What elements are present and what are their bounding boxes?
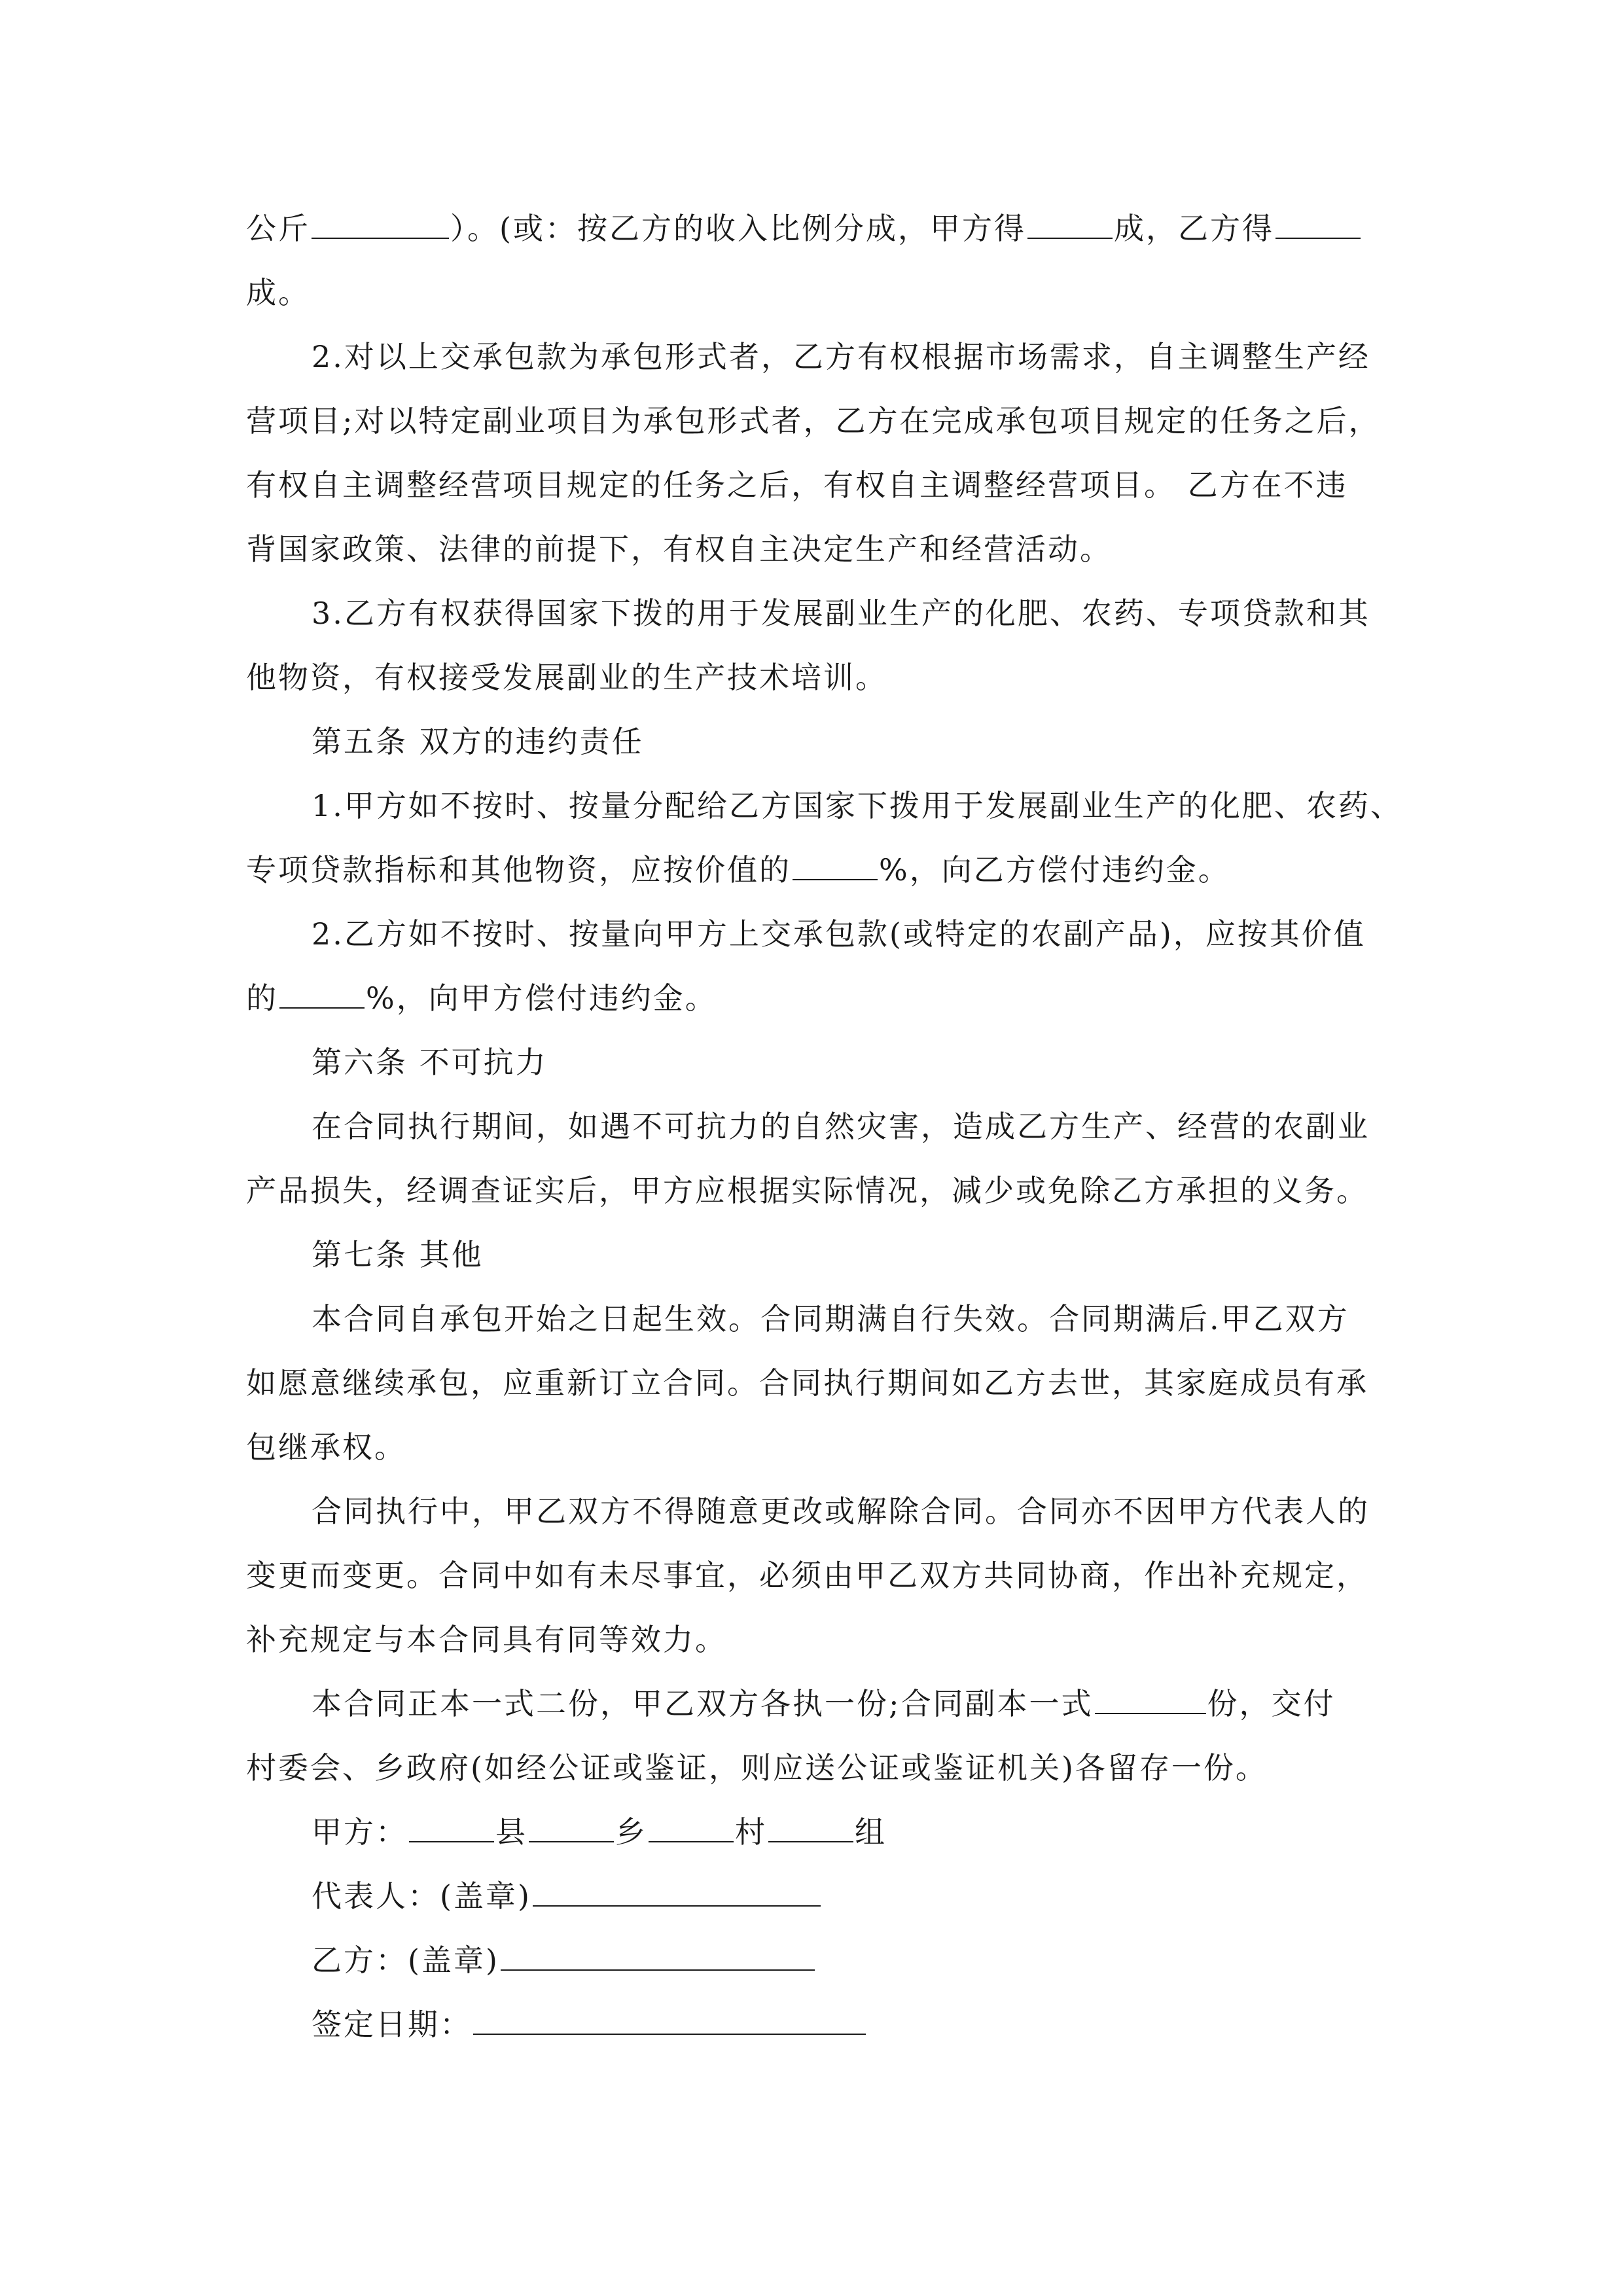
paragraph-line: 补充规定与本合同具有同等效力。 — [246, 1622, 727, 1657]
paragraph-line: 村委会、乡政府(如经公证或鉴证，则应送公证或鉴证机关)各留存一份。 — [246, 1750, 1268, 1785]
paragraph-line: 的 %，向甲方偿付违约金。 — [246, 980, 717, 1016]
paragraph-line: 产品损失，经调查证实后，甲方应根据实际情况，减少或免除乙方承担的义务。 — [246, 1173, 1368, 1208]
paragraph-line: 背国家政策、法律的前提下，有权自主决定生产和经营活动。 — [246, 531, 1112, 567]
paragraph-line: 1.甲方如不按时、按量分配给乙方国家下拨用于发展副业生产的化肥、农药、 — [312, 788, 1402, 823]
paragraph-line: 变更而变更。合同中如有未尽事宜，必须由甲乙双方共同协商，作出补充规定， — [246, 1558, 1368, 1593]
paragraph-line: 2.乙方如不按时、按量向甲方上交承包款(或特定的农副产品)，应按其价值 — [312, 916, 1366, 952]
paragraph-line: 他物资，有权接受发展副业的生产技术培训。 — [246, 660, 887, 695]
paragraph-line: 在合同执行期间，如遇不可抗力的自然灾害，造成乙方生产、经营的农副业 — [312, 1109, 1370, 1144]
paragraph-line: 营项目;对以特定副业项目为承包形式者，乙方在完成承包项目规定的任务之后， — [246, 403, 1381, 439]
party-a-line: 甲方： 县 乡 村 组 — [312, 1814, 887, 1850]
sign-date-blank[interactable] — [473, 2007, 866, 2035]
article-6-title: 第六条 不可抗力 — [312, 1045, 548, 1080]
representative-signature-blank[interactable] — [533, 1879, 821, 1907]
paragraph-line: 本合同自承包开始之日起生效。合同期满自行失效。合同期满后.甲乙双方 — [312, 1301, 1349, 1336]
paragraph-line: 本合同正本一式二份，甲乙双方各执一份;合同副本一式 份，交付 — [312, 1686, 1336, 1721]
paragraph-line: 包继承权。 — [246, 1429, 406, 1465]
county-blank[interactable] — [409, 1815, 494, 1842]
group-blank[interactable] — [768, 1815, 853, 1842]
paragraph-line: 3.乙方有权获得国家下拨的用于发展副业生产的化肥、农药、专项贷款和其 — [312, 596, 1370, 631]
paragraph-line: 2.对以上交承包款为承包形式者，乙方有权根据市场需求，自主调整生产经 — [312, 339, 1370, 374]
village-blank[interactable] — [649, 1815, 734, 1842]
copies-blank[interactable] — [1095, 1687, 1206, 1714]
township-blank[interactable] — [529, 1815, 614, 1842]
paragraph-line: 如愿意继续承包，应重新订立合同。合同执行期间如乙方去世，其家庭成员有承 — [246, 1365, 1368, 1401]
party-b-line: 乙方：(盖章) — [246, 1928, 1377, 1992]
sign-date-line: 签定日期： — [246, 1992, 1377, 2056]
party-b-signature-blank[interactable] — [501, 1943, 815, 1971]
representative-line: 代表人：(盖章) — [246, 1864, 1377, 1928]
blank-field[interactable] — [1027, 211, 1113, 239]
paragraph-line: 专项贷款指标和其他物资，应按价值的 %，向乙方偿付违约金。 — [246, 852, 1230, 888]
blank-field[interactable] — [1275, 211, 1361, 239]
contract-page — [246, 196, 1402, 2056]
percent-blank[interactable] — [279, 981, 365, 1009]
text-line: 成。 — [246, 275, 310, 310]
article-5-title: 第五条 双方的违约责任 — [312, 724, 644, 759]
percent-blank[interactable] — [793, 853, 878, 880]
paragraph-line: 有权自主调整经营项目规定的任务之后，有权自主调整经营项目。 乙方在不违 — [246, 467, 1348, 503]
blank-field[interactable] — [312, 211, 449, 239]
text-line: 公斤 ）。(或：按乙方的收入比例分成，甲方得 成，乙方得 — [246, 196, 1377, 260]
article-7-title: 第七条 其他 — [312, 1237, 484, 1272]
paragraph-line: 合同执行中，甲乙双方不得随意更改或解除合同。合同亦不因甲方代表人的 — [312, 1494, 1370, 1529]
